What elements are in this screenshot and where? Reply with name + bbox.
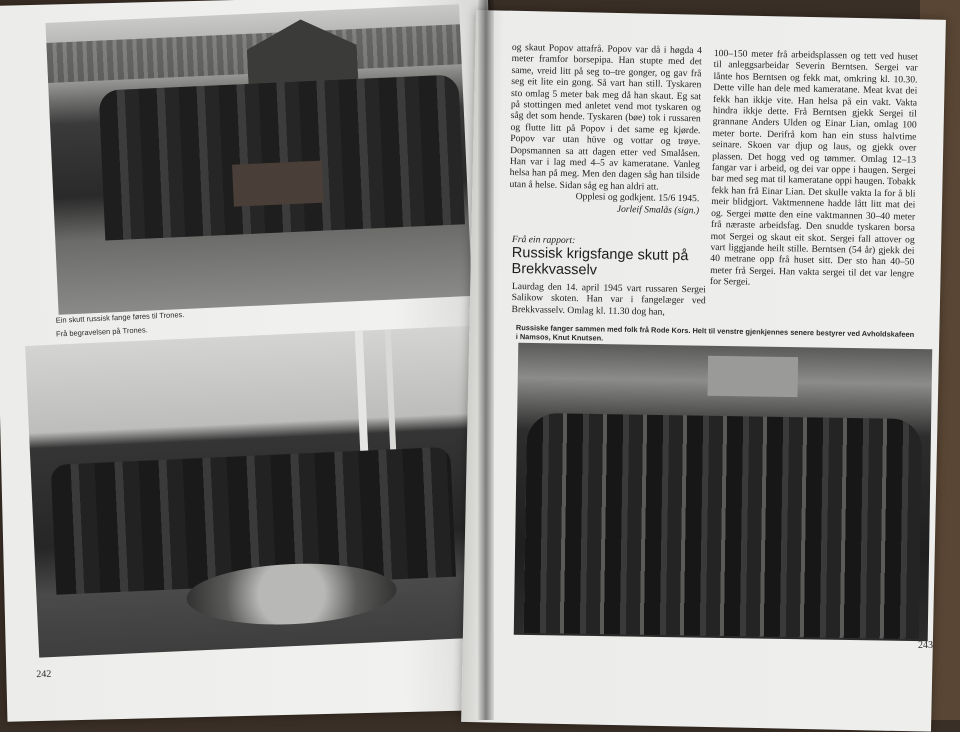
report-label: Frå ein rapport:: [511, 234, 576, 247]
page-number-right: 243: [918, 640, 933, 651]
photo-caption-top: Ein skutt russisk fange føres til Trones.: [55, 309, 185, 325]
barrack: [708, 356, 799, 397]
approval-line: Opplesi og godkjent. 15/6 1945.: [575, 191, 700, 205]
photo-prisoners-red-cross: [514, 343, 933, 641]
photo-caption-bottom: Frå begravelsen på Trones.: [55, 325, 148, 339]
prisoner-group: [524, 413, 922, 639]
book-gutter: [478, 0, 494, 720]
text-column-2: [710, 48, 918, 291]
photo-funeral: [25, 326, 485, 658]
signature: Jorleif Smalås (sign.): [616, 203, 700, 216]
column-2-body: 100–150 meter frå arbeidsplassen og tett ved huset til anleggsarbeidar Severin Berntsen. Sergei var lånte hos Berntsen og fekk mat, omkring kl. 10.30. Dette ville han dele med kameratane. Meat kvat dei fekk han ikkje vite. Han helsa på ein vakt. Vakta hindra ikkje dette. Frå Berntsen gjekk Sergei til grannane Anders Ulden og Einar Lian, omlag 100 meter borte. Derifrå kom han ein stuss halvtime seinare. Skoen var djup og laus, og gjekk over plassen. Det hogg ved og tømmer. Omlag 12–13 fangar var i arbeid, og dei var oppe i haugen. Sergei bar med seg mat til kameratane oppi haugen. Tobakk fekk han frå Einar Lian. Det skulle vakta la for å bli meir blidgjort. Vaktmennene hadde lått litt mat dei og. Sergei møtte den eine vaktmannen 30–40 meter frå næraste arbeidsfag. Den snudde tyskaren borsa mot Sergei og skaut eit skot. Sergei fall attover og vart liggjande heilt stille. Berntsen (54 år) gjekk dei 40 metrane opp frå huset sitt. Der sto han 40–50 meter frå Sergei. Han vakta sergei til det var lengre for Sergei.: [709, 48, 918, 288]
photo-caption-right: Russiske fanger sammen med folk frå Rode Kors. Helt til venstre gjenkjennes senere bestyrer ved Avholdskafeen i Namsos, Knut Knutsen.: [515, 323, 915, 343]
article-headline: Russisk krigsfange skutt på Brekkvasselv: [511, 245, 689, 278]
coffin: [232, 161, 324, 207]
text-column-1: [509, 42, 702, 216]
group-of-men: [99, 74, 465, 240]
column-1-body: og skaut Popov attafrå. Popov var då i høgda 4 meter framfor borsepipa. Han stupte med det same, vreid litt på seg to–tre gonger, og gav frå seg eit lite ein gong. Så vart han still. Tyskaren sto omlag 5 meter bak meg då han skaut. Eg sat på stottingen med anletet vend mot tyskaren og såg det som hende. Tyskaren (bøe) tok i russaren og flutte litt på Popov i det same eg kjørde. Popov var utan hüve og vottar og trøye. Dopsmannen sa att dagen etter ved Smalåsen. Han var i lag med 4–5 av kameratane. Vanleg helsa han på meg. Men den dagen såg han tilside utan å helse. Sidan såg eg han aldri att.: [509, 42, 702, 193]
photo-prisoner-transport: [45, 4, 472, 314]
page-number-left: 242: [36, 668, 52, 681]
article-intro: Laurdag den 14. april 1945 vart russaren Sergei Salikow skoten. Han var i fangelæger ved Brekkvasselv. Omlag kl. 11.30 dog han,: [511, 281, 706, 318]
